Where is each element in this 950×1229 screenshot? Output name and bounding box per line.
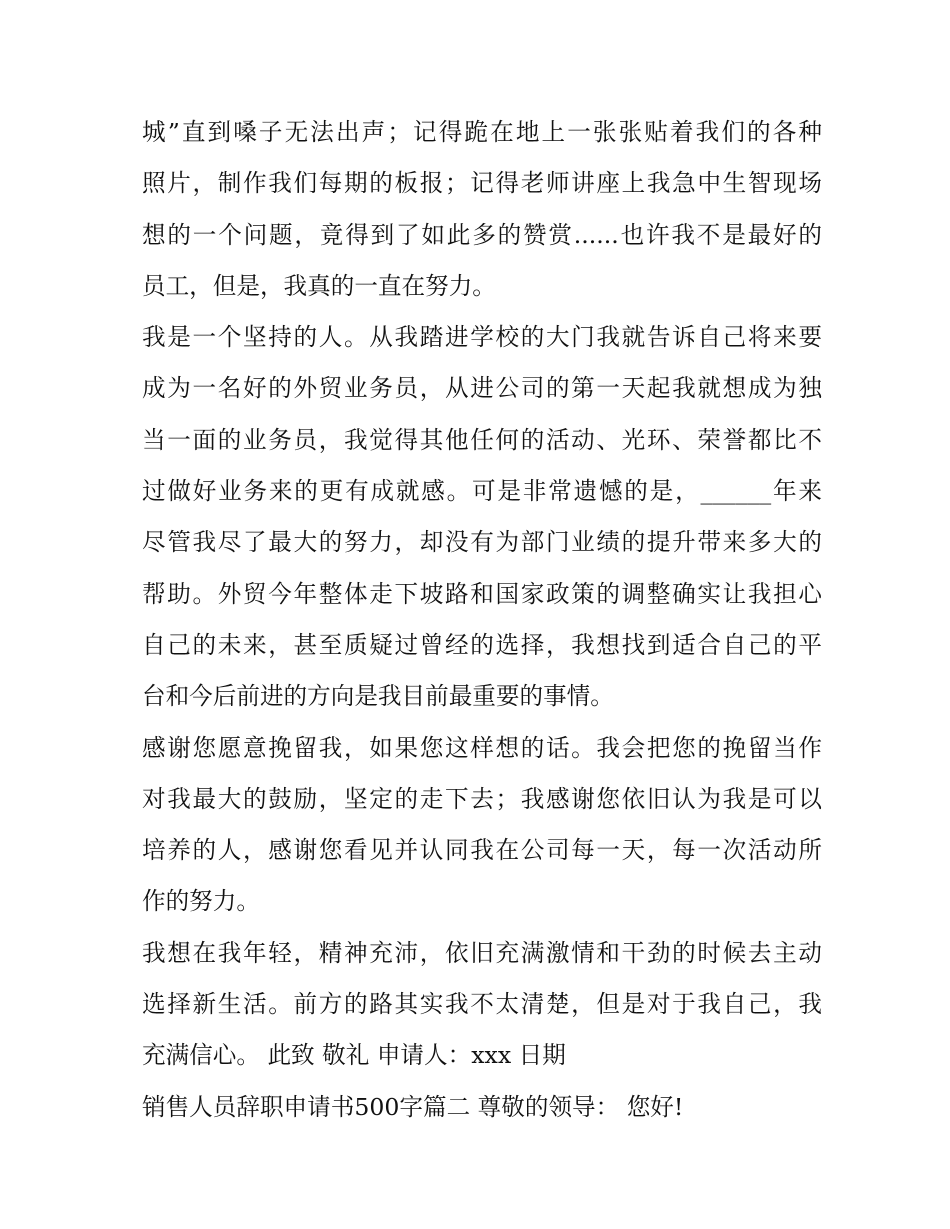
paragraph-line: 对我最大的鼓励，坚定的走下去；我感谢您依旧认为我是可以 <box>142 784 822 813</box>
document-body <box>142 107 822 1133</box>
paragraph-line: 帮助。外贸今年整体走下坡路和国家政策的调整确实让我担心 <box>142 579 822 608</box>
paragraph-line: 城”直到嗓子无法出声；记得跪在地上一张张贴着我们的各种 <box>142 118 822 146</box>
paragraph-line: 充满信心。 此致 敬礼 申请人：xxx 日期 <box>142 1041 566 1070</box>
paragraph-line: 过做好业务来的更有成就感。可是非常遗憾的是，______年来 <box>142 477 822 506</box>
paragraph-line: 员工，但是，我真的一直在努力。 <box>142 271 496 300</box>
paragraph-line: 培养的人，感谢您看见并认同我在公司每一天，每一次活动所 <box>142 836 822 865</box>
paragraph-line: 选择新生活。前方的路其实我不太清楚，但是对于我自己，我 <box>142 990 822 1019</box>
paragraph-line: 我是一个坚持的人。从我踏进学校的大门我就告诉自己将来要 <box>142 323 822 352</box>
paragraph-line: 照片，制作我们每期的板报；记得老师讲座上我急中生智现场 <box>142 169 822 198</box>
paragraph-line: 成为一名好的外贸业务员，从进公司的第一天起我就想成为独 <box>142 374 822 403</box>
paragraph-line: 当一面的业务员，我觉得其他任何的活动、光环、荣誉都比不 <box>142 425 822 454</box>
paragraph-line: 作的努力。 <box>142 887 260 916</box>
paragraph-line: 尽管我尽了最大的努力，却没有为部门业绩的提升带来多大的 <box>142 528 822 557</box>
section-heading-line: 销售人员辞职申请书500字篇二 尊敬的领导： 您好! <box>142 1092 684 1121</box>
paragraph-line: 自己的未来，甚至质疑过曾经的选择，我想找到适合自己的平 <box>142 630 822 659</box>
paragraph-line: 感谢您愿意挽留我，如果您这样想的话。我会把您的挽留当作 <box>142 733 822 762</box>
paragraph-line: 我想在我年轻，精神充沛，依旧充满激情和干劲的时候去主动 <box>142 938 822 967</box>
paragraph-line: 台和今后前进的方向是我目前最重要的事情。 <box>142 682 614 711</box>
paragraph-line: 想的一个问题，竟得到了如此多的赞赏......也许我不是最好的 <box>142 220 822 249</box>
